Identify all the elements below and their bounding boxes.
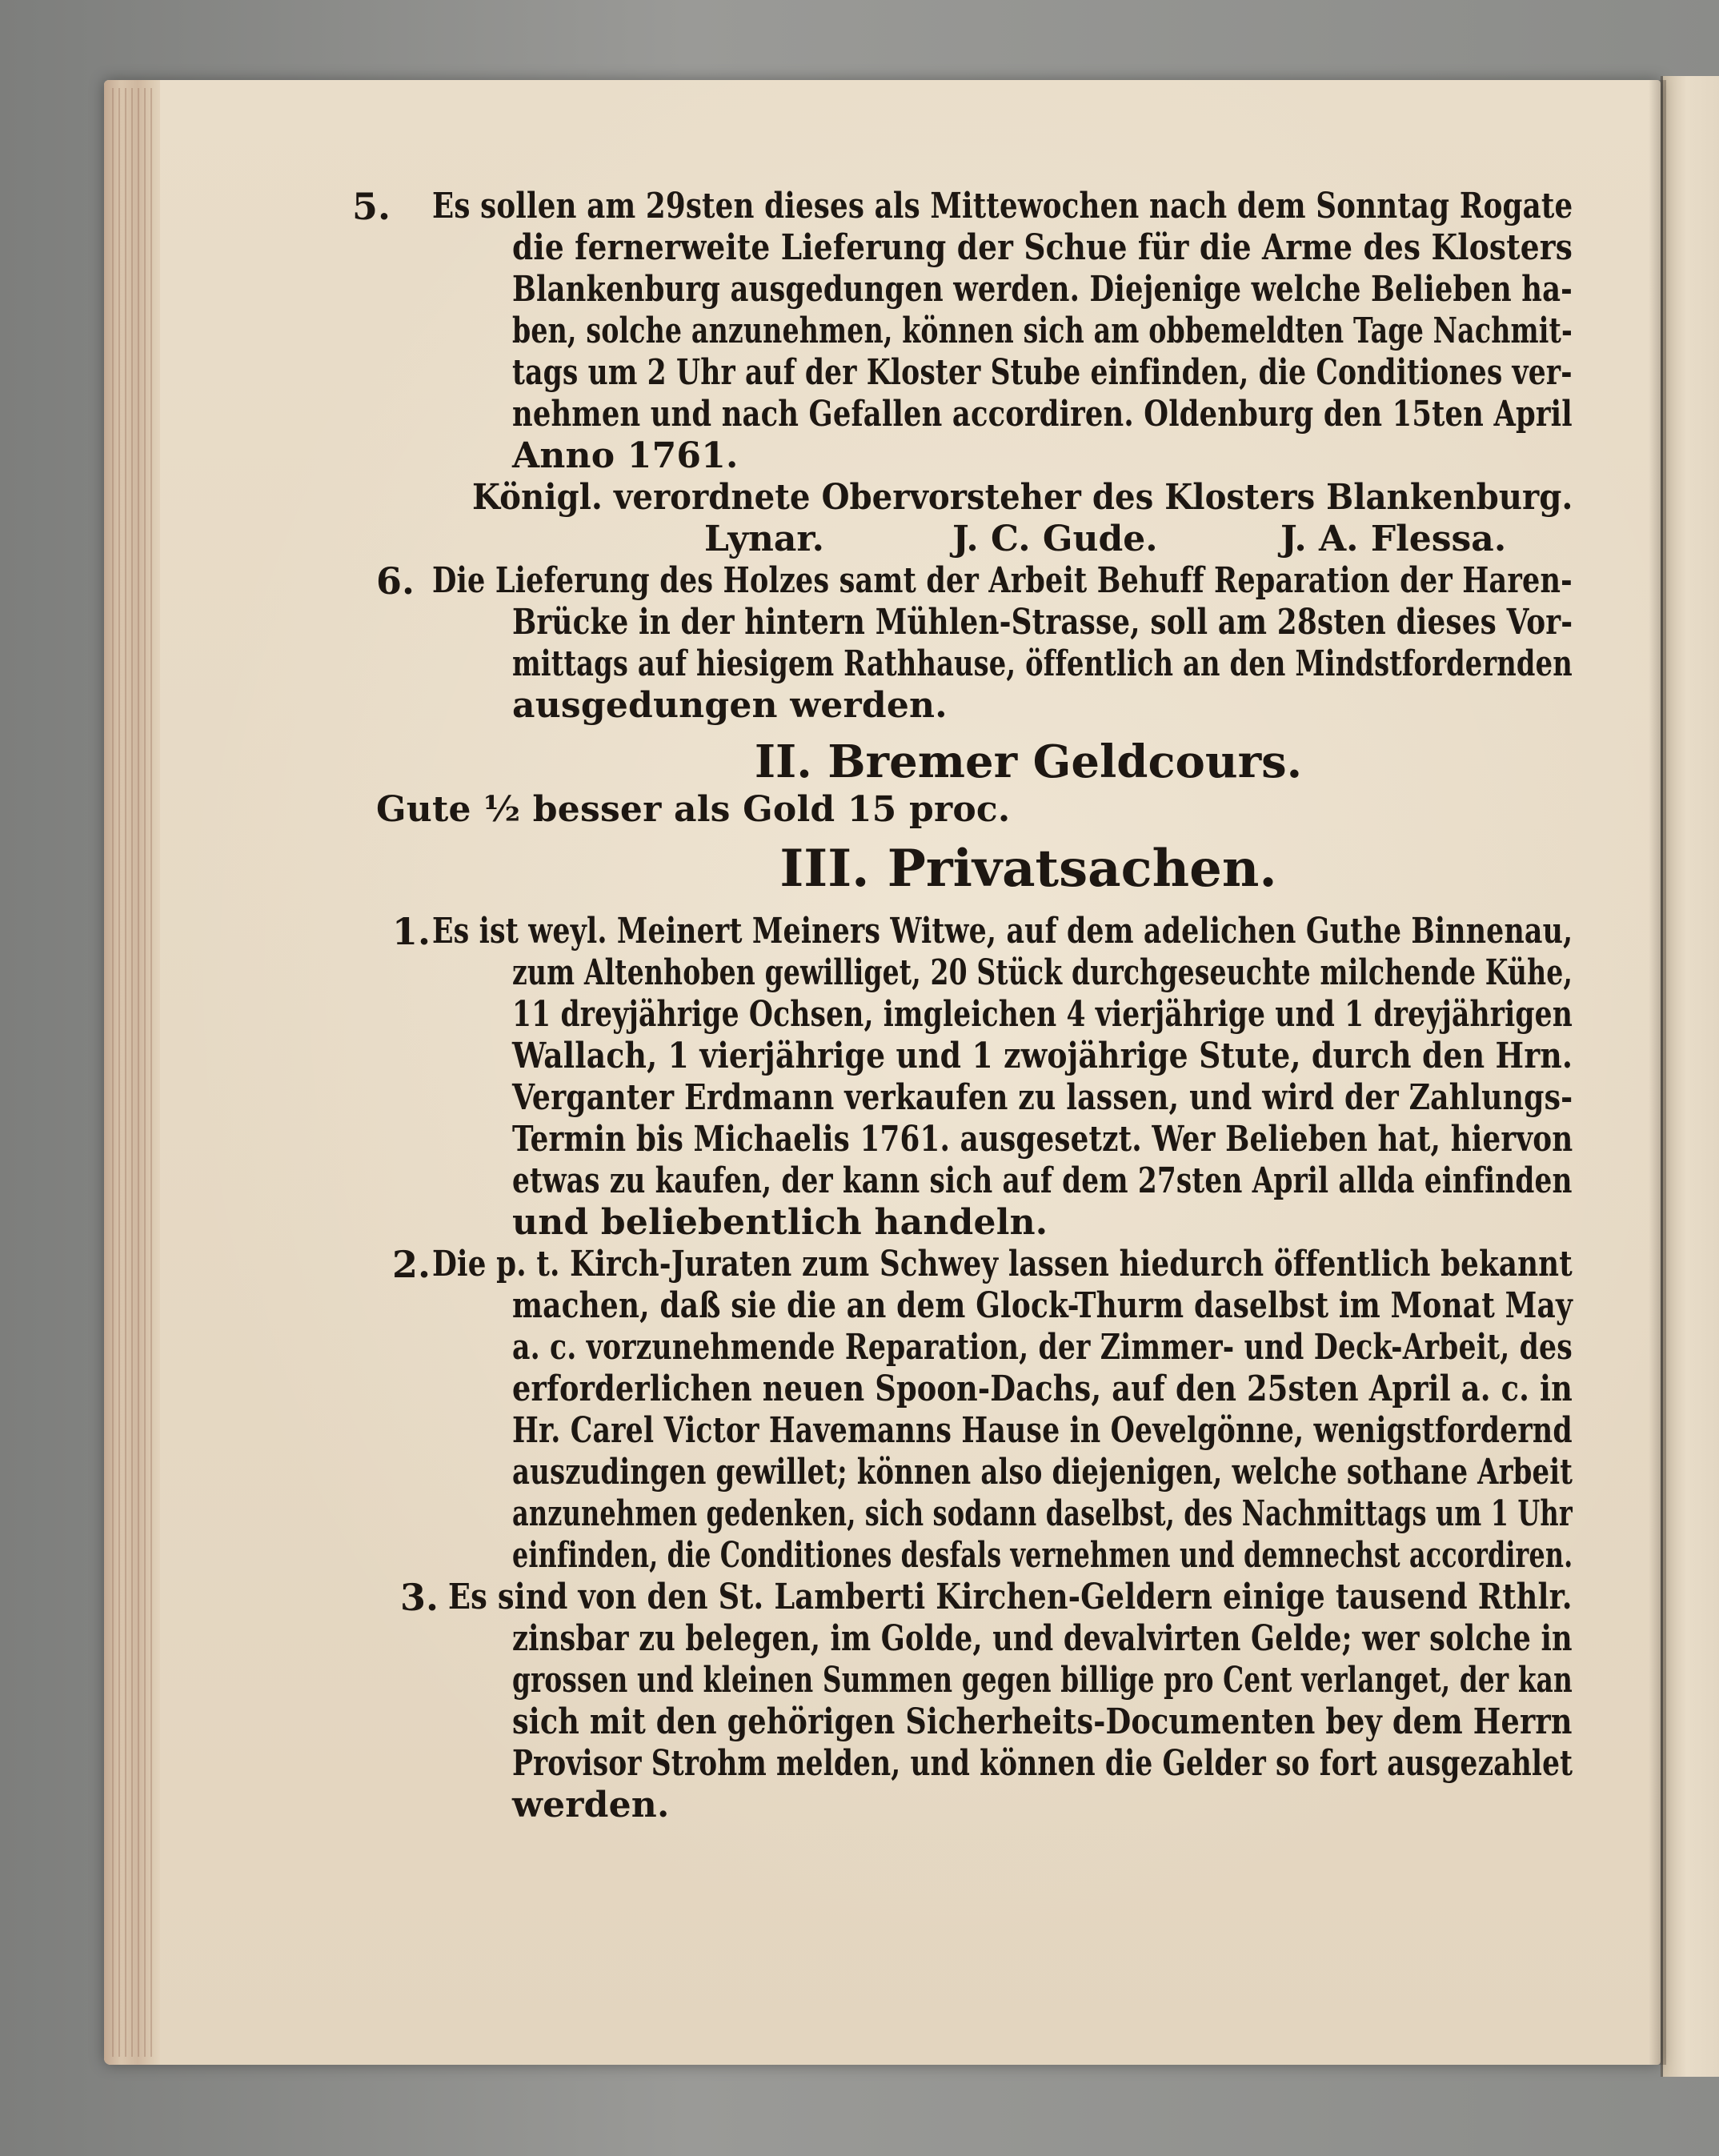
signature-title: Königl. verordnete Obervorsteher des Klosters Blankenburg.	[472, 477, 1573, 518]
text-line: sich mit den gehörigen Sicherheits-Documenten bey dem Herrn	[512, 1701, 1573, 1742]
text-line: tags um 2 Uhr auf der Kloster Stube einfinden, die Conditiones ver-	[512, 352, 1573, 393]
text-line: ben, solche anzunehmen, können sich am obbemeldten Tage Nachmit-	[512, 311, 1573, 351]
text-line: erforderlichen neuen Spoon-Dachs, auf den 25sten April a. c. in	[512, 1369, 1573, 1409]
signatory: J. A. Flessa.	[1280, 519, 1507, 559]
item-number: 1.	[392, 910, 431, 953]
text-line: machen, daß sie die an dem Glock-Thurm daselbst im Monat May	[512, 1285, 1573, 1326]
text-line: Brücke in der hintern Mühlen-Strasse, soll am 28sten dieses Vor-	[512, 602, 1573, 643]
section-heading: III. Privatsachen.	[779, 839, 1277, 899]
text-line: auszudingen gewillet; können also diejenigen, welche sothane Arbeit	[512, 1452, 1573, 1493]
text-line: Gute ½ besser als Gold 15 proc.	[376, 789, 1011, 830]
text-line: Es ist weyl. Meinert Meiners Witwe, auf dem adelichen Guthe Binnenau,	[432, 911, 1573, 952]
item-number: 2.	[392, 1243, 431, 1286]
text-line: einfinden, die Conditiones desfals vernehmen und demnechst accordiren.	[512, 1535, 1573, 1576]
text-line: grossen und kleinen Summen gegen billige pro Cent verlanget, der kan	[512, 1660, 1573, 1701]
text-line: Wallach, 1 vierjährige und 1 zwojährige Stute, durch den Hrn.	[512, 1036, 1573, 1076]
text-line: mittags auf hiesigem Rathhause, öffentlich an den Mindstfordernden	[512, 643, 1573, 684]
signatory: Lynar.	[704, 519, 824, 559]
item-number: 5.	[352, 185, 391, 228]
text-line: nehmen und nach Gefallen accordiren. Oldenburg den 15ten April	[512, 394, 1573, 435]
item-number: 3.	[400, 1576, 439, 1619]
text-line: 11 dreyjährige Ochsen, imgleichen 4 vierjährige und 1 dreyjährigen	[512, 994, 1573, 1035]
text-line: anzunehmen gedenken, sich sodann daselbst, des Nachmittags um 1 Uhr	[512, 1493, 1573, 1534]
text-line: zum Altenhoben gewilliget, 20 Stück durchgeseuchte milchende Kühe,	[512, 952, 1573, 993]
item-number: 6.	[376, 559, 415, 603]
text-line: werden.	[512, 1785, 670, 1825]
text-line: die fernerweite Lieferung der Schue für die Arme des Klosters	[512, 227, 1573, 268]
text-line: Es sollen am 29sten dieses als Mittewochen nach dem Sonntag Rogate	[432, 186, 1573, 226]
text-line: etwas zu kaufen, der kann sich auf dem 27sten April allda einfinden	[512, 1160, 1573, 1201]
text-line: Termin bis Michaelis 1761. ausgesetzt. Wer Belieben hat, hiervon	[512, 1119, 1573, 1160]
text-line: Provisor Strohm melden, und können die Gelder so fort ausgezahlet	[512, 1743, 1573, 1784]
text-line: ausgedungen werden.	[512, 685, 948, 726]
section-heading: II. Bremer Geldcours.	[754, 735, 1303, 788]
text-line: Die Lieferung des Holzes samt der Arbeit Behuff Reparation der Haren-	[432, 560, 1573, 601]
text-line: zinsbar zu belegen, im Golde, und devalvirten Gelde; wer solche in	[512, 1618, 1573, 1659]
text-line: und beliebentlich handeln.	[512, 1202, 1048, 1243]
text-line: Es sind von den St. Lamberti Kirchen-Geldern einige tausend Rthlr.	[448, 1577, 1573, 1617]
text-line: Verganter Erdmann verkaufen zu lassen, und wird der Zahlungs-	[512, 1077, 1573, 1118]
text-line: Blankenburg ausgedungen werden. Diejenige welche Belieben ha-	[512, 269, 1573, 310]
text-line: Hr. Carel Victor Havemanns Hause in Oevelgönne, wenigstfordernd	[512, 1410, 1573, 1451]
text-line: Die p. t. Kirch-Juraten zum Schwey lassen hiedurch öffentlich bekannt	[432, 1244, 1573, 1284]
signatory: J. C. Gude.	[952, 519, 1158, 559]
text-line: a. c. vorzunehmende Reparation, der Zimmer- und Deck-Arbeit, des	[512, 1327, 1573, 1368]
text-line: Anno 1761.	[512, 435, 739, 476]
